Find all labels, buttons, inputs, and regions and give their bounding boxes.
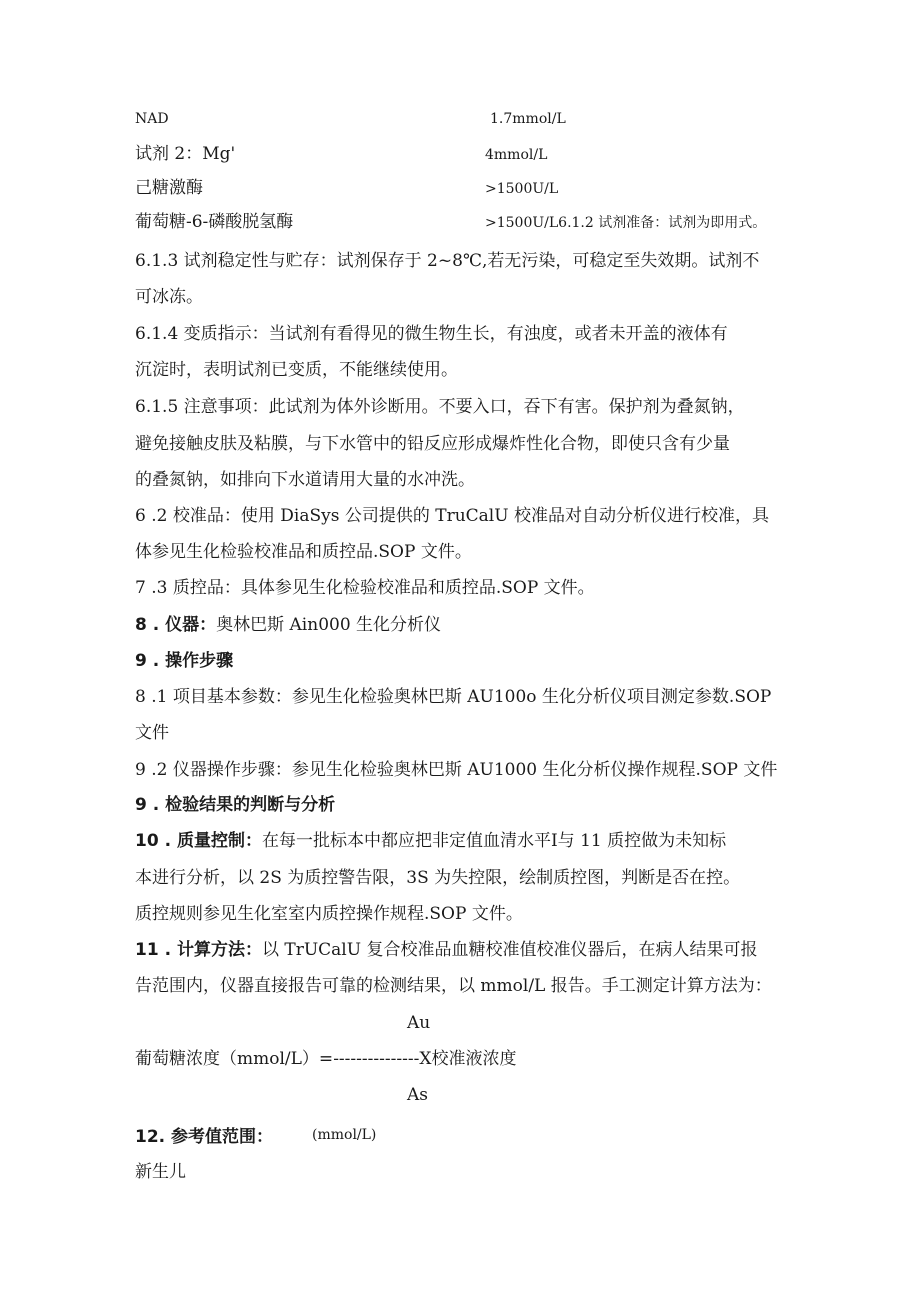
formula-dashes: ---------------X [333,1049,432,1069]
section-73: 7 .3 质控品：具体参见生化检验校准品和质控品.SOP 文件。 [135,578,595,598]
section-615-line1: 6.1.5 注意事项：此试剂为体外诊断用。不要入口，吞下有害。保护剂为叠氮钠， [135,397,745,417]
section-10-heading: 10 . 质量控制： [135,831,262,851]
section-81-line1: 8 .1 项目基本参数：参见生化检验奥林巴斯 AU100o 生化分析仪项目测定参数.SOP [135,687,772,707]
g6pd-value: >1500U/L6.1.2 试剂准备：试剂为即用式。 [485,215,767,231]
section-613-line1: 6.1.3 试剂稳定性与贮存：试剂保存于 2~8℃,若无污染，可稳定至失效期。试剂不 [135,251,760,271]
hexokinase-value: >1500U/L [485,181,559,197]
section-614-line1: 6.1.4 变质指示：当试剂有看得见的微生物生长，有浊度，或者未开盖的液体有 [135,324,728,344]
hexokinase-label: 己糖激酶 [135,178,203,198]
formula-numerator: Au [407,1013,431,1033]
section-8-text: 奥林巴斯 Ain000 生化分析仪 [216,615,442,635]
section-62-line2: 体参见生化检验校准品和质控品.SOP 文件。 [135,542,472,562]
section-10-line3: 质控规则参见生化室室内质控操作规程.SOP 文件。 [135,904,523,924]
section-10-text: 在每一批标本中都应把非定值血清水平Ⅰ与 11 质控做为未知标 [261,831,727,851]
section-614-line2: 沉淀时，表明试剂已变质，不能继续使用。 [135,360,458,380]
section-9b-heading: 9 . 检验结果的判断与分析 [135,795,336,815]
section-11-line1 [135,942,757,959]
formula-left: 葡萄糖浓度（mmol/L）= [135,1049,334,1069]
section-613-line2: 可冰冻。 [135,287,203,307]
reference-unit: (mmol/L) [312,1127,377,1143]
section-11-heading: 11 . 计算方法： [135,940,262,960]
reagent-nad-value: 1.7mmol/L [490,111,566,127]
g6pd-label: 葡萄糖-6-磷酸脱氢酶 [135,212,294,232]
section-12-heading: 12. 参考值范围： [135,1127,274,1147]
section-615-line3: 的叠氮钠，如排向下水道请用大量的水冲洗。 [135,470,475,490]
reagent-nad-label: NAD [135,111,169,127]
section-62-line1: 6 .2 校准品：使用 DiaSys 公司提供的 TruCalU 校准品对自动分析仪进行校准，具 [135,506,769,526]
reagent2-value: 4mmol/L [485,147,548,163]
section-9-heading: 9 . 操作步骤 [135,651,234,671]
section-92: 9 .2 仪器操作步骤：参见生化检验奥林巴斯 AU1000 生化分析仪操作规程.SOP 文件 [135,760,778,780]
reagent2-label: 试剂 2：Mg' [135,144,236,164]
reference-newborn: 新生儿 [135,1162,186,1182]
section-81-line2: 文件 [135,723,169,743]
formula-line [135,1051,516,1068]
section-8-heading: 8 . 仪器： [135,615,217,635]
section-11-line2: 告范围内，仪器直接报告可靠的检测结果，以 mmol/L 报告。手工测定计算方法为： [135,976,772,996]
section-8 [135,617,441,634]
formula-right: 校准液浓度 [431,1049,517,1069]
section-10-line2: 本进行分析，以 2S 为质控警告限，3S 为失控限，绘制质控图，判断是否在控。 [135,868,741,888]
section-615-line2: 避免接触皮肤及粘膜，与下水管中的铅反应形成爆炸性化合物，即使只含有少量 [135,434,730,454]
section-10-line1 [135,833,726,850]
section-11-text: 以 TrUCalU 复合校准品血糖校准值校准仪器后，在病人结果可报 [261,940,758,960]
formula-denominator: As [407,1085,429,1105]
